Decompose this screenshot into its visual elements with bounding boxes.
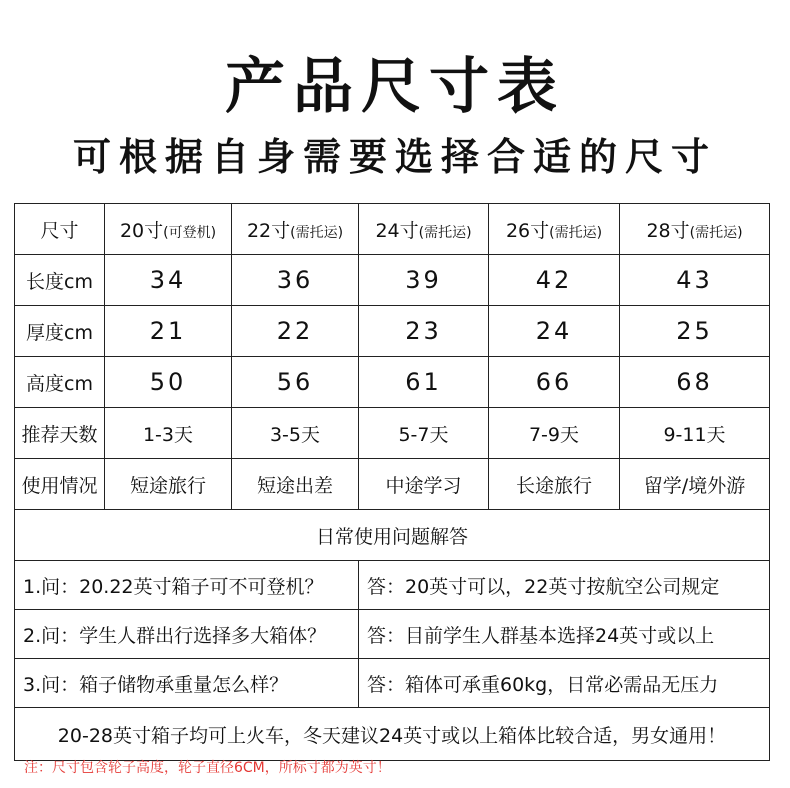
column-size: 24寸 (375, 219, 419, 242)
faq-question: 1.问：20.22英寸箱子可不可登机？ (15, 561, 359, 610)
table-cell: 24 (489, 306, 620, 357)
column-header-20 (105, 204, 232, 255)
length-row (15, 255, 770, 306)
table-cell: 21 (105, 306, 232, 357)
column-note: (需托运) (290, 224, 344, 241)
table-cell: 61 (359, 357, 489, 408)
table-cell: 36 (232, 255, 359, 306)
column-header-22 (232, 204, 359, 255)
faq-row (15, 659, 770, 708)
size-note: 注：尺寸包含轮子高度，轮子直径6CM，所标寸都为英寸！ (24, 760, 391, 776)
table-cell: 留学/境外游 (620, 459, 770, 510)
row-label: 推荐天数 (15, 408, 105, 459)
row-label: 厚度cm (15, 306, 105, 357)
row-label: 长度cm (15, 255, 105, 306)
faq-title-row (15, 510, 770, 561)
faq-footer: 20-28英寸箱子均可上火车，冬天建议24英寸或以上箱体比较合适，男女通用！ (15, 708, 770, 761)
column-size: 26寸 (505, 219, 550, 242)
table-cell: 43 (620, 255, 770, 306)
page-subtitle: 可根据自身需要选择合适的尺寸 (72, 135, 717, 179)
table-cell: 50 (105, 357, 232, 408)
column-note: (可登机) (163, 224, 217, 241)
column-size: 28寸 (646, 219, 690, 242)
table-cell: 22 (232, 306, 359, 357)
table-cell: 1-3天 (105, 408, 232, 459)
table-cell: 39 (359, 255, 489, 306)
table-cell: 34 (105, 255, 232, 306)
column-header-28 (620, 204, 770, 255)
faq-question: 2.问：学生人群出行选择多大箱体？ (15, 610, 359, 659)
table-cell: 短途出差 (232, 459, 359, 510)
faq-answer: 答：20英寸可以，22英寸按航空公司规定 (359, 561, 770, 610)
row-label: 高度cm (15, 357, 105, 408)
table-cell: 56 (232, 357, 359, 408)
faq-title: 日常使用问题解答 (15, 510, 770, 561)
table-cell: 中途学习 (359, 459, 489, 510)
faq-answer: 答：目前学生人群基本选择24英寸或以上 (359, 610, 770, 659)
faq-question: 3.问：箱子储物承重量怎么样？ (15, 659, 359, 708)
table-cell: 3-5天 (232, 408, 359, 459)
column-header-24 (359, 204, 489, 255)
recommended-days-row (15, 408, 770, 459)
table-cell: 23 (359, 306, 489, 357)
table-cell: 68 (620, 357, 770, 408)
page-title: 产品尺寸表 (225, 52, 565, 122)
table-cell: 25 (620, 306, 770, 357)
faq-answer: 答：箱体可承重60kg，日常必需品无压力 (359, 659, 770, 708)
faq-footer-row (15, 708, 770, 761)
column-size: 20寸 (119, 219, 164, 242)
table-cell: 短途旅行 (105, 459, 232, 510)
corner-cell: 尺寸 (15, 204, 105, 255)
table-cell: 5-7天 (359, 408, 489, 459)
header-row (15, 204, 770, 255)
table-cell: 42 (489, 255, 620, 306)
row-label: 使用情况 (15, 459, 105, 510)
table-cell: 7-9天 (489, 408, 620, 459)
column-note: (需托运) (549, 224, 603, 241)
faq-row (15, 561, 770, 610)
column-size: 22寸 (246, 219, 291, 242)
column-note: (需托运) (418, 224, 472, 241)
size-chart-table (14, 203, 770, 761)
table-cell: 9-11天 (620, 408, 770, 459)
thickness-row (15, 306, 770, 357)
faq-row (15, 610, 770, 659)
column-header-26 (489, 204, 620, 255)
table-cell: 长途旅行 (489, 459, 620, 510)
usage-row (15, 459, 770, 510)
table-cell: 66 (489, 357, 620, 408)
column-note: (需托运) (689, 224, 743, 241)
height-row (15, 357, 770, 408)
